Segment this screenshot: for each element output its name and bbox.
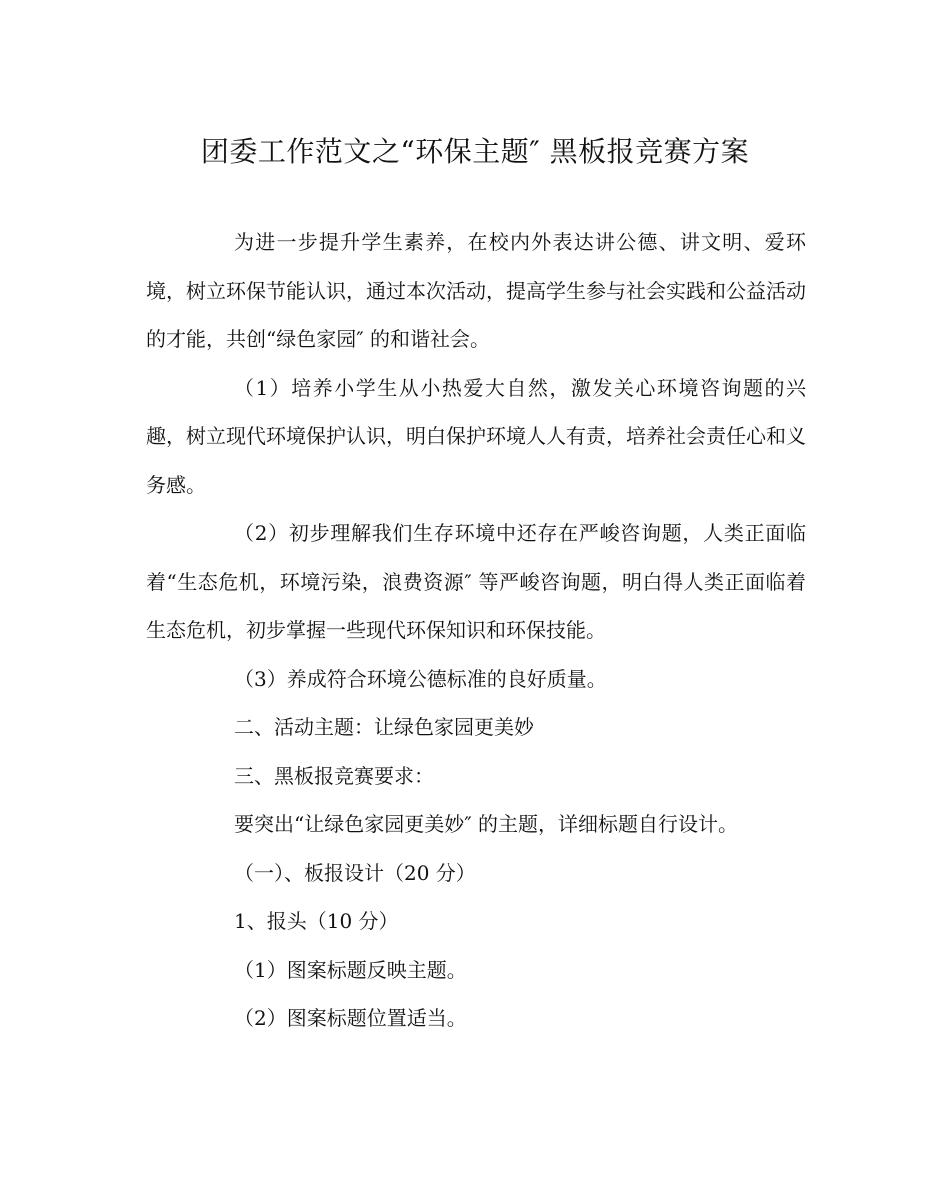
- board-design-heading: （一）、板报设计（20 分）: [234, 860, 476, 885]
- masthead-item-2: （2）图案标题位置适当。: [234, 1006, 467, 1030]
- intro-paragraph: 为进一步提升学生素养，在校内外表达讲公德、讲文明、爱环境，树立环保节能认识，通过本次活动，提高学生参与社会实践和公益活动的才能，共创“绿色家园″ 的和谐社会。: [146, 230, 806, 351]
- requirement-line: 要突出“让绿色家园更美妙″ 的主题，详细标题自行设计。: [234, 812, 739, 836]
- objective-paragraph-1: （1）培养小学生从小热爱大自然，激发关心环境咨询题的兴趣，树立现代环境保护认识，明白保护环境人人有责，培养社会责任心和义务感。: [146, 375, 806, 497]
- objective-paragraph-3: （3）养成符合环境公德标准的良好质量。: [234, 666, 607, 691]
- document-title: 团委工作范文之“环保主题″ 黑板报竞赛方案: [200, 135, 750, 168]
- section-requirements-heading: 三、黑板报竞赛要求：: [234, 763, 434, 788]
- masthead-heading: 1、报头（10 分）: [234, 909, 399, 933]
- masthead-item-1: （1）图案标题反映主题。: [234, 957, 467, 982]
- objective-paragraph-2: （2）初步理解我们生存环境中还存在严峻咨询题，人类正面临着“生态危机，环境污染，浪费资源″ 等严峻咨询题，明白得人类正面临着生态危机，初步掌握一些现代环保知识和环保技能。: [146, 521, 806, 642]
- section-theme-heading: 二、活动主题：让绿色家园更美妙: [234, 715, 534, 739]
- document-body: [146, 218, 806, 1043]
